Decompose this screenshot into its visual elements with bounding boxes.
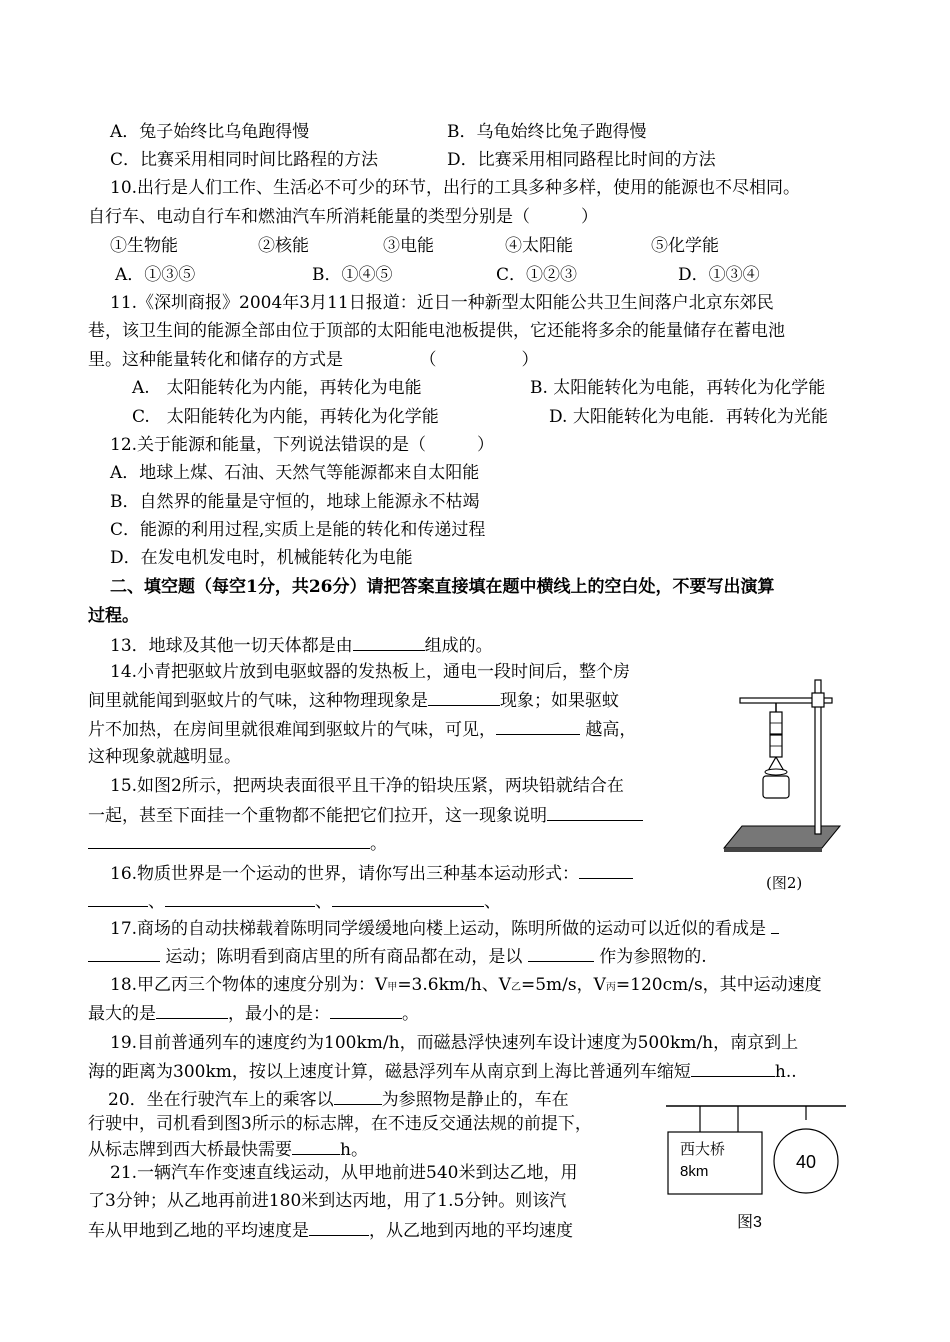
q9-option-b: B．乌龟始终比兔子跑得慢 — [447, 122, 647, 142]
base-plate — [724, 826, 840, 848]
q11-option-b: B. 太阳能转化为电能，再转化为化学能 — [530, 378, 826, 398]
q13: 13．地球及其他一切天体都是由 组成的。 — [110, 636, 493, 656]
q16-line2: 、 、 、 — [88, 890, 501, 913]
q10-energy-3: ③电能 — [383, 236, 434, 256]
sign-distance: 8km — [680, 1163, 709, 1180]
q11-option-d: D. 大阳能转化为电能．再转化为光能 — [549, 407, 828, 427]
q21-line2: 了3分钟；从乙地再前进180米到达丙地，用了1.5分钟。则该汽 — [88, 1191, 567, 1211]
q16-line1: 16.物质世界是一个运动的世界，请你写出三种基本运动形式： — [110, 862, 633, 885]
q9-option-d: D．比赛采用相同路程比时间的方法 — [447, 150, 716, 170]
q14-line3: 片不加热，在房间里就很难闻到驱蚊片的气味，可见， 越高， — [88, 720, 637, 740]
q10-option-a: A．①③⑤ — [115, 265, 196, 285]
q11-option-a: A. 太阳能转化为内能，再转化为电能 — [132, 378, 422, 398]
q16-blank-1a[interactable] — [579, 862, 633, 879]
q14-line2: 间里就能闻到驱蚊片的气味，这种物理现象是 现象；如果驱蚊 — [88, 691, 619, 711]
q14-line4: 这种现象就越明显。 — [88, 747, 241, 767]
q16-blank-1b[interactable] — [88, 890, 148, 907]
q11-stem-line2: 巷，该卫生间的能源全部由位于顶部的太阳能电池板提供，它还能将多余的能量储存在蓄电池 — [88, 321, 785, 341]
q20-line2: 行驶中，司机看到图3所示的标志牌，在不违反交通法规的前提下， — [88, 1114, 592, 1134]
figure-3-road-sign — [660, 1098, 860, 1208]
base-plate-edge — [724, 848, 822, 852]
q16-blank-3[interactable] — [332, 890, 484, 907]
q20-blank-1[interactable] — [334, 1088, 382, 1105]
q17-blank-2[interactable] — [528, 945, 594, 962]
q21-blank-1[interactable] — [309, 1219, 369, 1236]
weight — [763, 776, 789, 798]
q12-stem: 12.关于能源和能量，下列说法错误的是（ ） — [110, 435, 495, 455]
q19-line1: 19.目前普通列车的速度约为100km/h，而磁悬浮快速列车设计速度为500km/h，南京到上 — [110, 1033, 799, 1053]
section-2-heading-cont: 过程。 — [88, 606, 139, 626]
q20-line1: 20．坐在行驶汽车上的乘客以 为参照物是静止的，车在 — [108, 1090, 569, 1110]
q18-blank-1[interactable] — [156, 1002, 228, 1019]
figure-2-caption: (图2) — [766, 874, 803, 892]
q11-stem-line3: 里。这种能量转化和储存的方式是 （ ） — [88, 350, 539, 370]
q10-stem-line1: 10.出行是人们工作、生活必不可少的环节，出行的工具多种多样，使用的能源也不尽相同。 — [110, 178, 801, 198]
q14-blank-1[interactable] — [428, 689, 500, 706]
q15-blank-b[interactable] — [88, 832, 370, 849]
sign-place-name: 西大桥 — [680, 1141, 726, 1158]
q10-option-b: B．①④⑤ — [312, 265, 393, 285]
q15-blank-a[interactable] — [547, 804, 643, 821]
q12-option-d: D．在发电机发电时，机械能转化为电能 — [110, 548, 413, 568]
speed-limit-value: 40 — [795, 1152, 817, 1172]
q10-option-c: C．①②③ — [496, 265, 578, 285]
q18-line1: 18.甲乙丙三个物体的速度分别为：V甲=3.6km/h、V乙=5m/s，V丙=120cm/s，其中运动速度 — [110, 975, 822, 995]
q17-blank-1a[interactable] — [771, 917, 779, 934]
q19-line2: 海的距离为300km，按以上速度计算，磁悬浮列车从南京到上海比普通列车缩短 h.. — [88, 1062, 797, 1082]
figure-3-caption: 图3 — [737, 1214, 762, 1231]
q12-option-c: C．能源的利用过程,实质上是能的转化和传递过程 — [110, 520, 486, 540]
q14-line1: 14.小青把驱蚊片放到电驱蚊器的发热板上，通电一段时间后，整个房 — [110, 662, 631, 682]
q17-blank-1b[interactable] — [88, 945, 160, 962]
q20-blank-2[interactable] — [292, 1138, 340, 1155]
q10-energy-4: ④太阳能 — [505, 236, 573, 256]
q18-blank-2[interactable] — [330, 1002, 402, 1019]
q20-line3: 从标志牌到西大桥最快需要 h。 — [88, 1140, 368, 1160]
q11-stem-line1: 11.《深圳商报》2004年3月11日报道：近日一种新型太阳能公共卫生间落户北京东郊民 — [110, 293, 774, 313]
q15-line2: 一起，甚至下面挂一个重物都不能把它们拉开，这一现象说明 — [88, 804, 643, 827]
clamp — [812, 693, 824, 707]
q13-blank[interactable] — [353, 634, 425, 651]
q10-energy-2: ②核能 — [258, 236, 309, 256]
figure-2-iron-stand — [718, 668, 848, 858]
q21-line1: 21.一辆汽车作变速直线运动，从甲地前进540米到达乙地，用 — [110, 1163, 578, 1183]
q16-blank-2[interactable] — [165, 890, 315, 907]
q11-option-c: C. 太阳能转化为内能，再转化为化学能 — [132, 407, 439, 427]
q12-option-b: B．自然界的能量是守恒的，地球上能源永不枯竭 — [110, 492, 480, 512]
q12-option-a: A．地球上煤、石油、天然气等能源都来自太阳能 — [110, 463, 480, 483]
q9-option-c: C．比赛采用相同时间比路程的方法 — [110, 150, 379, 170]
q15-line3: 。 — [88, 832, 387, 855]
q15-line1: 15.如图2所示，把两块表面很平且干净的铅块压紧，两块铅就结合在 — [110, 776, 624, 796]
q10-option-d: D．①③④ — [678, 265, 760, 285]
q17-line2: 运动；陈明看到商店里的所有商品都在动，是以 作为参照物的. — [88, 945, 707, 968]
q10-energy-1: ①生物能 — [110, 236, 178, 256]
q9-option-a: A．兔子始终比乌龟跑得慢 — [110, 122, 310, 142]
q10-stem-line2: 自行车、电动自行车和燃油汽车所消耗能量的类型分别是（ ） — [88, 207, 598, 227]
q19-blank[interactable] — [691, 1060, 775, 1077]
q10-energy-5: ⑤化学能 — [651, 236, 719, 256]
q17-line1: 17.商场的自动扶梯载着陈明同学缓缓地向楼上运动，陈明所做的运动可以近似的看成是 — [110, 917, 779, 940]
q14-blank-2[interactable] — [496, 718, 580, 735]
section-2-heading: 二、填空题（每空1分，共26分）请把答案直接填在题中横线上的空白处，不要写出演算 — [110, 577, 775, 597]
q21-line3: 车从甲地到乙地的平均速度是 ，从乙地到丙地的平均速度 — [88, 1221, 573, 1241]
q18-line2: 最大的是 ，最小的是： 。 — [88, 1004, 419, 1024]
